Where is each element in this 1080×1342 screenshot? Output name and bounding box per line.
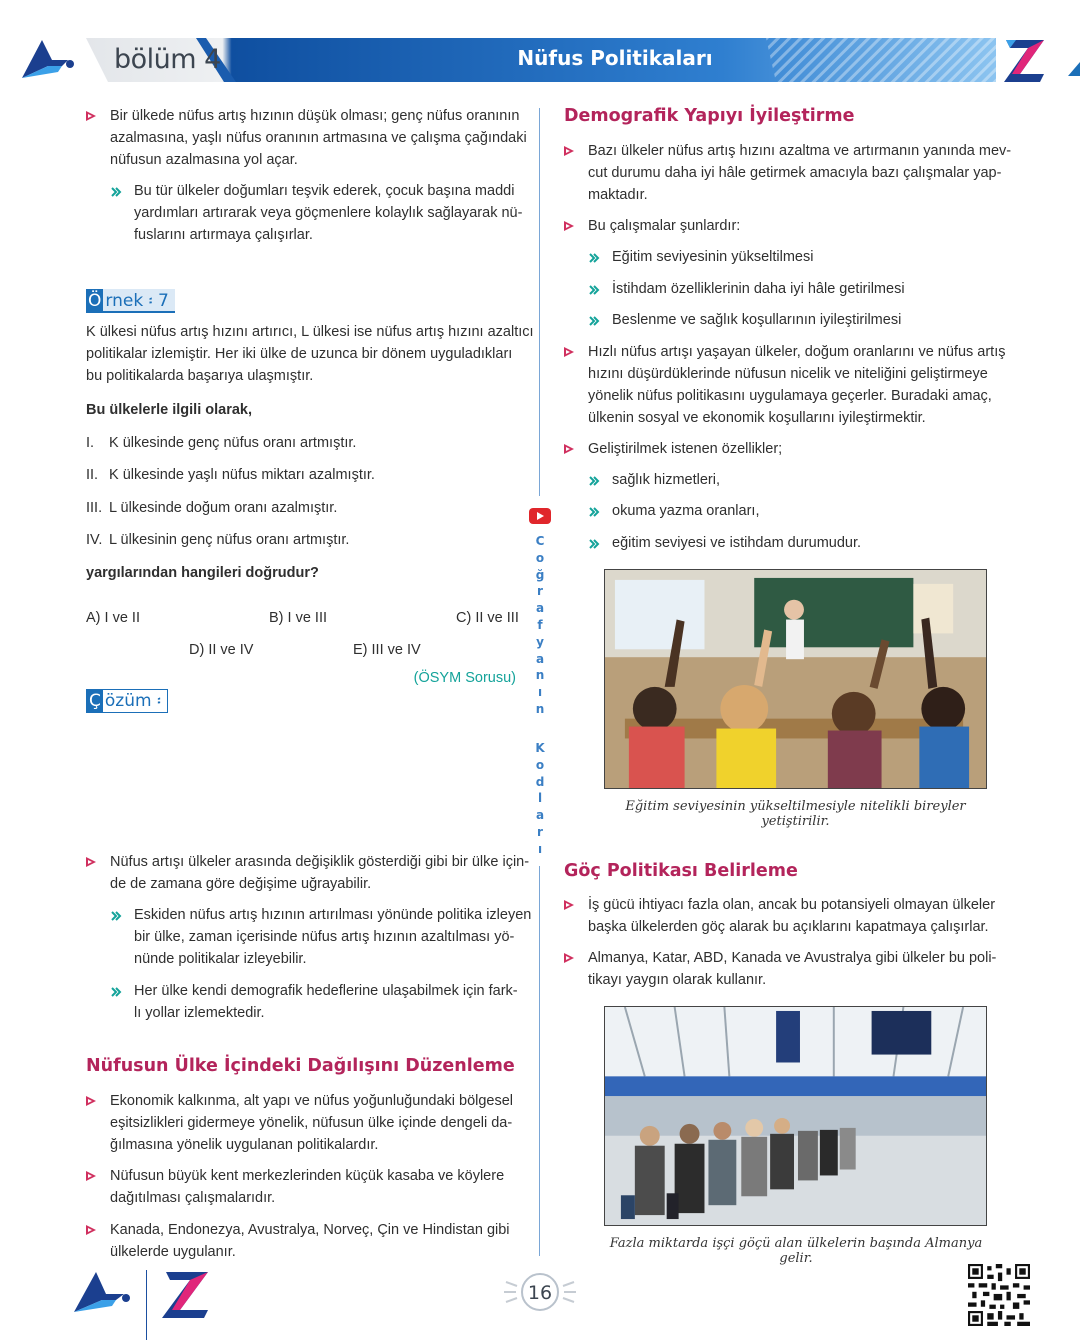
choice-d[interactable]: D) II ve IV	[189, 642, 254, 658]
question-source: (ÖSYM Sorusu)	[413, 670, 516, 686]
bullet-icon	[563, 899, 575, 911]
arrow-icon	[588, 315, 600, 327]
distribution-p3: Kanada, Endonezya, Avustralya, Norveç, Çin ve Hindistan gibi ülkelerde uygulanır.	[110, 1222, 510, 1260]
distribution-p1: Ekonomik kalkınma, alt yapı ve nüfus yoğunluğundaki bölgesel eşitsizlikleri gidermeye yönelik, nüfusun ülke içinde dengeli da- ğılmasına yönelik uygulanan politikalardır.	[110, 1093, 514, 1153]
z-logo-icon	[158, 1266, 214, 1322]
arrow-icon	[110, 186, 122, 198]
arrow-icon	[110, 986, 122, 998]
statement-2: II. K ülkesinde yaşlı nüfus miktarı azalmıştır.	[86, 467, 375, 483]
photo-caption-1: Eğitim seviyesinin yükseltilmesiyle nitelikli bireyler yetiştirilir.	[625, 799, 966, 829]
page-title: Nüfus Politikaları	[517, 46, 713, 70]
bullet-icon	[563, 220, 575, 232]
study-item-1: Eğitim seviyesinin yükseltilmesi	[612, 249, 814, 265]
choice-b[interactable]: B) I ve III	[269, 610, 328, 626]
example-question: yargılarından hangileri doğrudur?	[86, 565, 319, 581]
youtube-icon[interactable]	[529, 508, 551, 524]
page-number-text: 16	[527, 1282, 553, 1304]
brand-logo-icon	[70, 1268, 132, 1318]
footer-separator	[146, 1270, 147, 1340]
section-label: bölüm 4	[114, 44, 221, 75]
feature-item-2: okuma yazma oranları,	[612, 503, 760, 519]
solution-label: Ç özüm ፡	[86, 689, 168, 713]
heading-distribution: Nüfusun Ülke İçindeki Dağılışını Düzenleme	[86, 1056, 515, 1076]
airport-photo	[604, 1006, 987, 1226]
feature-item-1: sağlık hizmetleri,	[612, 472, 720, 488]
statement-4: IV. L ülkesinin genç nüfus oranı artmıştır.	[86, 532, 350, 548]
left-p2-sub1: Eskiden nüfus artış hızının artırılması yönünde politika izleyen bir ülke, zaman içerisinde nüfus artış hızının azaltılması yö- nünde politikalar izleyebilir.	[134, 907, 532, 967]
left-p2-sub2: Her ülke kendi demografik hedeflerine ulaşabilmek için fark- lı yollar izlemektedir.	[134, 983, 518, 1021]
column-divider	[539, 108, 540, 496]
distribution-p2: Nüfusun büyük kent merkezlerinden küçük kasaba ve köylere dağıtılması çalışmalarıdır.	[110, 1168, 505, 1206]
right-p3: Hızlı nüfus artışı yaşayan ülkeler, doğum oranlarını ve nüfus artış hızını düşürdüklerinde nüfusun nicelik ve niteliğini geliştirmeye yönelik nüfus politikasını uygulamaya geçerler. Buradaki amaç, ülkenin sosyal ve ekonomik koşullarını iyileştirmektir.	[588, 344, 1006, 426]
classroom-photo	[604, 569, 987, 789]
brand-logo-icon	[18, 36, 76, 84]
arrow-icon	[588, 475, 600, 487]
right-p2: Bu çalışmalar şunlardır:	[588, 218, 741, 234]
bullet-icon	[563, 443, 575, 455]
left-p2: Nüfus artışı ülkeler arasında değişiklik gösterdiği gibi bir ülke için- de de zamana göre değişime uğrayabilir.	[110, 854, 530, 892]
example-stem: Bu ülkelerle ilgili olarak,	[86, 402, 253, 418]
bullet-icon	[85, 1224, 97, 1236]
left-p1: Bir ülkede nüfus artış hızının düşük olması; genç nüfus oranının azalmasına, yaşlı nüfus oranının artmasına ve çalışma çağındaki nüfusun azalmasına yol açar.	[110, 108, 527, 168]
choice-c[interactable]: C) II ve III	[456, 610, 519, 626]
qr-code-icon[interactable]	[968, 1264, 1030, 1326]
z-logo-icon	[1000, 36, 1050, 84]
arrow-icon	[588, 284, 600, 296]
heading-migration: Göç Politikası Belirleme	[564, 861, 798, 881]
vertical-text-kodlari: K o d l a r ı	[535, 741, 545, 856]
study-item-3: Beslenme ve sağlık koşullarının iyileştirilmesi	[612, 312, 902, 328]
right-p4: Geliştirilmek istenen özellikler;	[588, 441, 783, 457]
arrow-icon	[588, 506, 600, 518]
left-p1-sub: Bu tür ülkeler doğumları teşvik ederek, çocuk başına maddi yardımları artırarak veya göçmenlere kolaylık sağlayarak nü- fuslarını artırmaya çalışırlar.	[134, 183, 523, 243]
bullet-icon	[85, 110, 97, 122]
arrow-icon	[588, 538, 600, 550]
bullet-icon	[85, 1095, 97, 1107]
arrow-icon	[588, 252, 600, 264]
study-item-2: İstihdam özelliklerinin daha iyi hâle getirilmesi	[612, 281, 905, 297]
vertical-text-cografyanin: C o ğ r a f y a n ı n	[535, 534, 545, 716]
heading-demographic: Demografik Yapıyı İyileştirme	[564, 106, 855, 126]
example-label: Ö rnek ፡ 7	[86, 289, 175, 313]
bullet-icon	[85, 1170, 97, 1182]
bullet-icon	[563, 952, 575, 964]
bullet-icon	[563, 145, 575, 157]
example-text: K ülkesi nüfus artış hızını artırıcı, L ülkesi ise nüfus artış hızını azaltıcı politikalar izlemiştir. Her iki ülke de uzunca bir dönem uyguladıkları bu politikalarda başarıya ulaşmıştır.	[86, 324, 534, 384]
migration-p1: İş gücü ihtiyacı fazla olan, ancak bu potansiyeli olmayan ülkeler başka ülkelerden göç alarak bu açıklarını kapatmaya çalışırlar.	[588, 897, 996, 935]
edge-tab-icon	[1068, 62, 1080, 76]
feature-item-3: eğitim seviyesi ve istihdam durumudur.	[612, 535, 862, 551]
migration-p2: Almanya, Katar, ABD, Kanada ve Avustralya gibi ülkeler bu poli- tikayı yaygın olarak kullanır.	[588, 950, 997, 988]
choice-e[interactable]: E) III ve IV	[353, 642, 421, 658]
arrow-icon	[110, 910, 122, 922]
statement-3: III. L ülkesinde doğum oranı azalmıştır.	[86, 500, 338, 516]
choice-a[interactable]: A) I ve II	[86, 610, 140, 626]
right-p1: Bazı ülkeler nüfus artış hızını azaltma ve artırmanın yanında mev- cut durumu daha iyi hâle getirmek amacıyla bazı çalışmalar yap- maktadır.	[588, 143, 1012, 203]
column-divider	[539, 866, 540, 1256]
bullet-icon	[563, 346, 575, 358]
page-number	[500, 1268, 580, 1316]
photo-caption-2: Fazla miktarda işçi göçü alan ülkelerin başında Almanya gelir.	[609, 1236, 983, 1266]
statement-1: I. K ülkesinde genç nüfus oranı artmıştır.	[86, 435, 357, 451]
bullet-icon	[85, 856, 97, 868]
